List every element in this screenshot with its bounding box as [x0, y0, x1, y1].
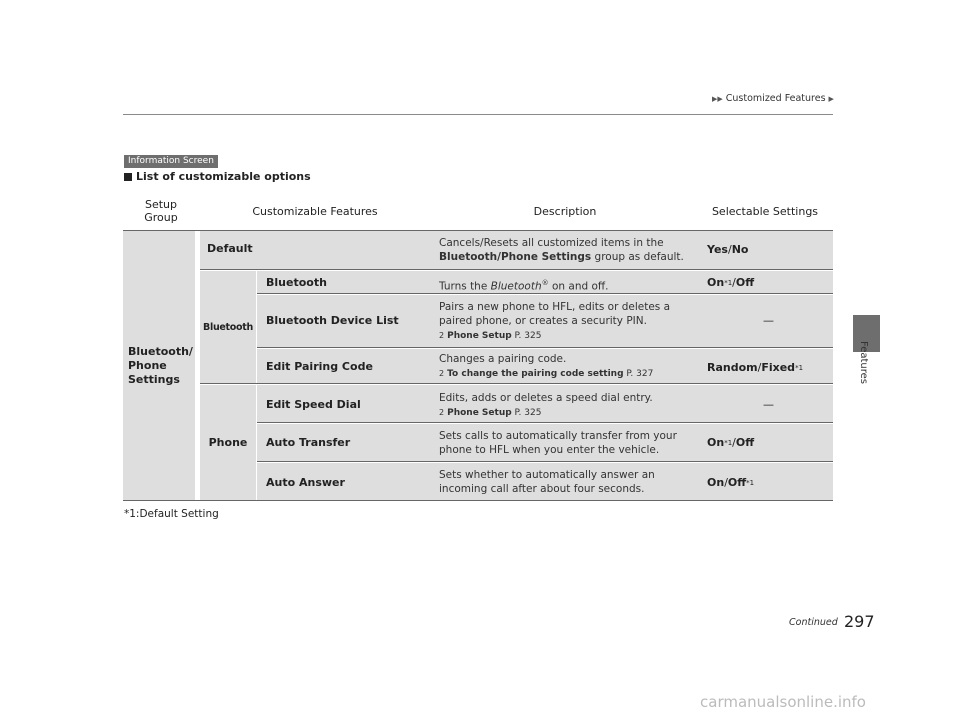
reference-arrow-icon: 2 [439, 331, 445, 340]
page-number: 297 [844, 612, 875, 631]
page-reference[interactable]: 2 Phone Setup P. 325 [439, 331, 542, 341]
table-rule [257, 422, 833, 423]
square-bullet-icon [124, 173, 132, 181]
setting-bluetooth-device-list: — [763, 314, 774, 327]
table-rule [257, 461, 833, 462]
description-bluetooth: Turns the Bluetooth® on and off. [439, 279, 609, 293]
footnote: *1:Default Setting [124, 508, 219, 520]
breadcrumb [712, 93, 834, 104]
description-edit-speed-dial: Edits, adds or deletes a speed dial entry. 2 Phone Setup P. 325 [439, 392, 653, 418]
subgroup-bluetooth: Bluetooth [200, 271, 256, 383]
triangle-right-icon: ▶ [828, 94, 834, 103]
breadcrumb-label: Customized Features [725, 93, 826, 104]
continued-label: Continued [789, 617, 838, 628]
setting-auto-transfer: On *1 / Off [707, 436, 755, 449]
side-tab-label: Features [858, 341, 869, 384]
column-header-settings: Selectable Settings [711, 205, 819, 218]
subgroup-phone: Phone [200, 385, 256, 500]
setting-default: Yes / No [707, 243, 749, 256]
feature-bluetooth-device-list: Bluetooth Device List [266, 314, 399, 327]
feature-edit-pairing-code: Edit Pairing Code [266, 360, 373, 373]
triangle-right-icon: ▶▶ [712, 94, 723, 103]
feature-bluetooth: Bluetooth [266, 276, 327, 289]
setting-edit-speed-dial: — [763, 398, 774, 411]
table-rule [123, 230, 833, 231]
header-rule [123, 114, 833, 115]
column-header-features: Customizable Features [252, 205, 378, 218]
setting-edit-pairing-code: Random / Fixed *1 [707, 361, 804, 374]
column-header-setup-group: Setup Group [144, 198, 178, 224]
page-reference[interactable]: 2 To change the pairing code setting P. 327 [439, 369, 654, 379]
description-bluetooth-device-list: Pairs a new phone to HFL, edits or deletes a paired phone, or creates a security PIN. 2 Phone Setup P. 325 [439, 301, 671, 341]
setting-bluetooth: On *1 / Off [707, 276, 755, 289]
reference-arrow-icon: 2 [439, 369, 445, 378]
setup-group-cell: Bluetooth/ Phone Settings [123, 231, 195, 500]
column-header-description: Description [533, 205, 597, 218]
reference-arrow-icon: 2 [439, 408, 445, 417]
description-edit-pairing-code: Changes a pairing code. 2 To change the pairing code setting P. 327 [439, 353, 654, 379]
feature-edit-speed-dial: Edit Speed Dial [266, 398, 361, 411]
section-title [124, 170, 311, 183]
table-rule [200, 269, 833, 270]
section-title-text: List of customizable options [136, 170, 311, 183]
description-default: Cancels/Resets all customized items in the Bluetooth/Phone Settings group as default. [439, 237, 684, 263]
watermark: carmanualsonline.info [700, 693, 866, 711]
table-rule [257, 347, 833, 348]
feature-auto-answer: Auto Answer [266, 476, 345, 489]
feature-default: Default [207, 242, 253, 255]
page-reference[interactable]: 2 Phone Setup P. 325 [439, 408, 542, 418]
table-rule [200, 383, 833, 384]
setting-auto-answer: On / Off *1 [707, 476, 755, 489]
description-auto-transfer: Sets calls to automatically transfer from your phone to HFL when you enter the vehicle. [439, 430, 677, 456]
description-auto-answer: Sets whether to automatically answer an incoming call after about four seconds. [439, 469, 655, 495]
feature-auto-transfer: Auto Transfer [266, 436, 351, 449]
table-rule [123, 500, 833, 501]
information-screen-badge: Information Screen [124, 155, 218, 168]
